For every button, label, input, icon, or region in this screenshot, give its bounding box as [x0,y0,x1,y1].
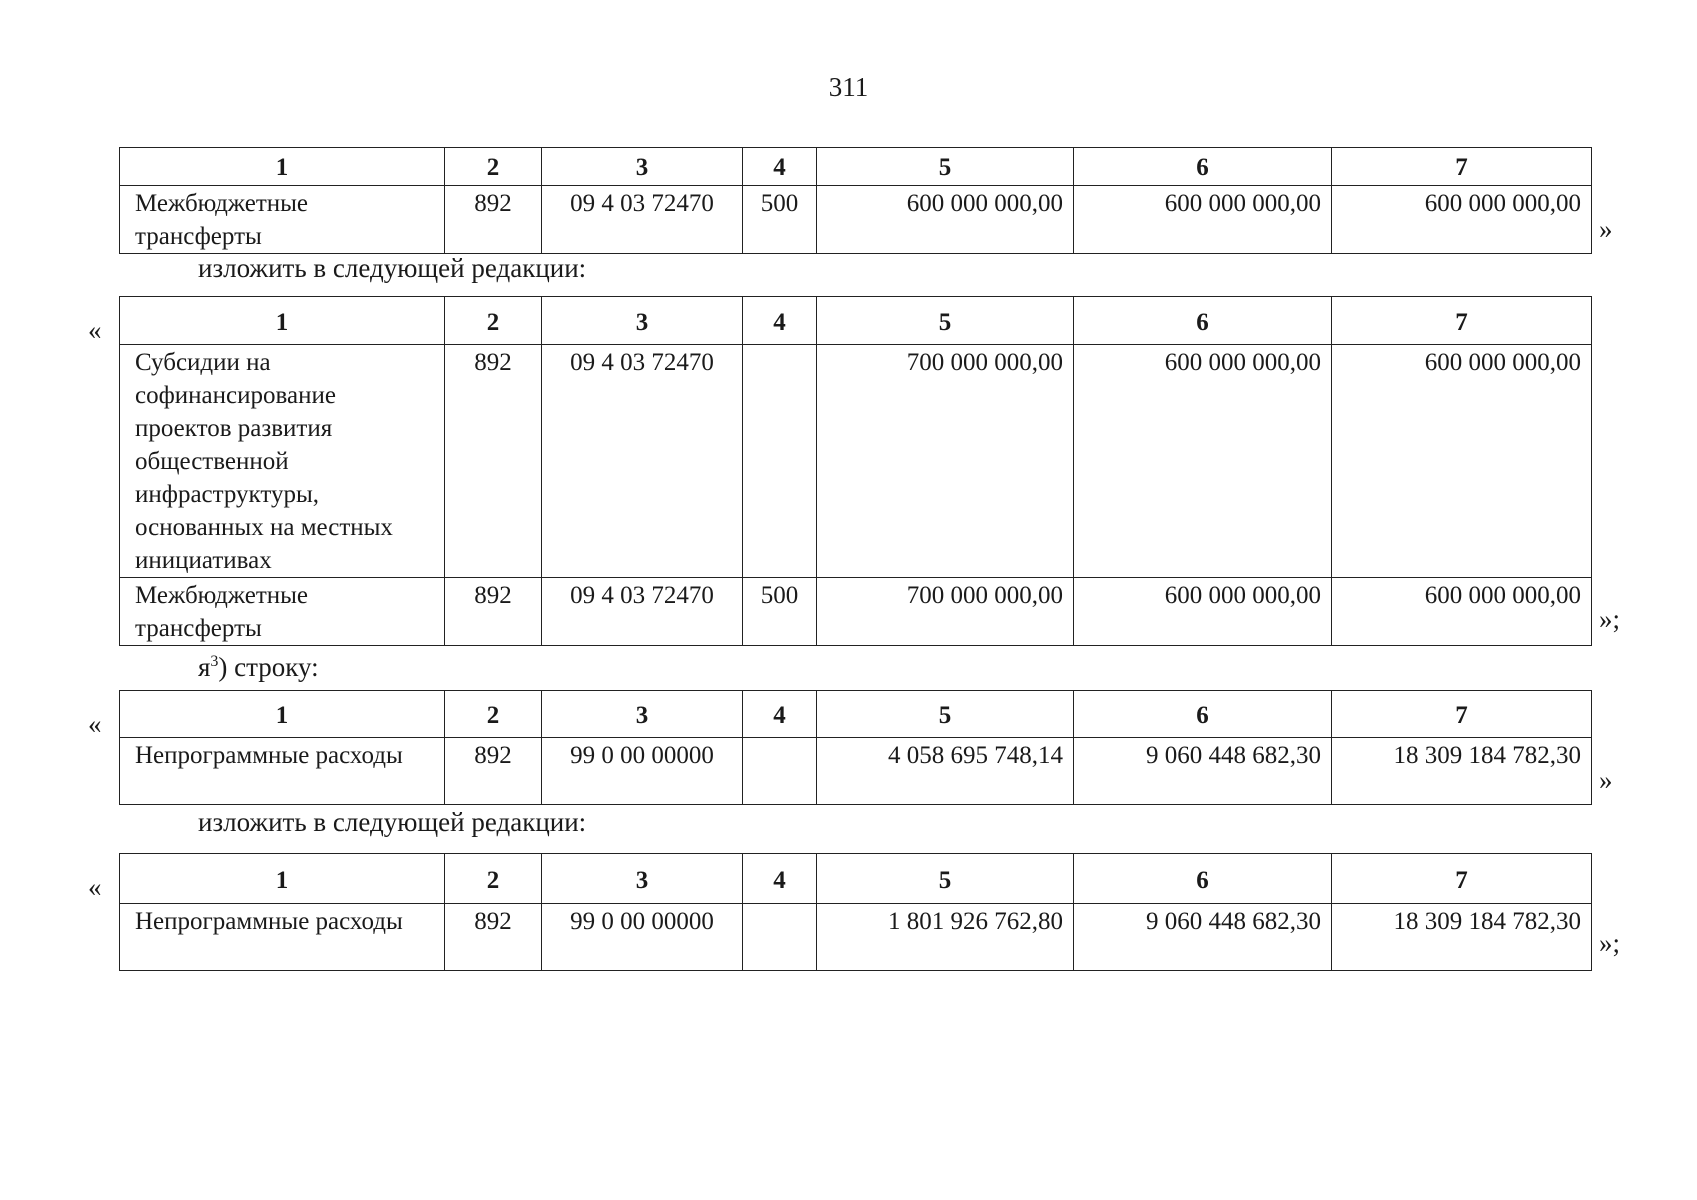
column-header: 7 [1332,148,1592,186]
page-number: 311 [828,72,869,102]
column-header: 5 [817,297,1074,345]
budget-table-3 [119,690,1592,805]
table-row [120,904,1592,971]
column-header: 3 [542,854,743,904]
cell-col3: 99 0 00 00000 [542,904,743,971]
row-name: Субсидии на софинансирование проектов развития общественной инфраструктуры, основанных на местных инициативах [120,345,445,578]
column-header: 4 [743,297,817,345]
cell-col5: 4 058 695 748,14 [817,738,1074,805]
item-prefix: я [198,652,211,682]
table-header-row [120,691,1592,738]
table-header-row [120,297,1592,345]
budget-table-4 [119,853,1592,971]
column-header: 1 [120,148,445,186]
cell-col7: 600 000 000,00 [1332,186,1592,254]
column-header: 1 [120,854,445,904]
row-name: Межбюджетные трансферты [120,186,445,254]
closing-quote: »; [1599,928,1621,958]
column-header: 3 [542,691,743,738]
cell-col3: 09 4 03 72470 [542,186,743,254]
closing-quote: » [1599,214,1613,244]
column-header: 6 [1074,691,1332,738]
cell-col5: 700 000 000,00 [817,578,1074,646]
column-header: 7 [1332,297,1592,345]
column-header: 5 [817,691,1074,738]
column-header: 4 [743,691,817,738]
table-header-row [120,148,1592,186]
closing-quote: »; [1599,604,1621,634]
column-header: 7 [1332,691,1592,738]
column-header: 7 [1332,854,1592,904]
column-header: 4 [743,854,817,904]
column-header: 6 [1074,148,1332,186]
row-name: Межбюджетные трансферты [120,578,445,646]
opening-quote: « [88,315,102,345]
column-header: 6 [1074,297,1332,345]
instruction-text [198,647,319,682]
cell-col6: 600 000 000,00 [1074,578,1332,646]
column-header: 2 [445,148,542,186]
column-header: 1 [120,297,445,345]
budget-table-1 [119,147,1592,254]
cell-col7: 18 309 184 782,30 [1332,738,1592,805]
column-header: 1 [120,691,445,738]
cell-col6: 9 060 448 682,30 [1074,738,1332,805]
item-superscript: 3 [210,653,219,670]
cell-col3: 99 0 00 00000 [542,738,743,805]
cell-col7: 600 000 000,00 [1332,345,1592,578]
column-header: 2 [445,297,542,345]
column-header: 5 [817,148,1074,186]
table-row [120,738,1592,805]
budget-table-2 [119,296,1592,646]
column-header: 3 [542,148,743,186]
cell-col5: 1 801 926 762,80 [817,904,1074,971]
closing-quote: » [1599,765,1613,795]
cell-col5: 700 000 000,00 [817,345,1074,578]
row-name: Непрограммные расходы [120,738,445,805]
opening-quote: « [88,872,102,902]
instruction-text: изложить в следующей редакции: [198,253,587,283]
cell-col2: 892 [445,578,542,646]
cell-col6: 600 000 000,00 [1074,186,1332,254]
cell-col4 [743,904,817,971]
cell-col6: 9 060 448 682,30 [1074,904,1332,971]
column-header: 2 [445,854,542,904]
item-suffix: ) строку: [218,652,319,682]
cell-col2: 892 [445,738,542,805]
column-header: 5 [817,854,1074,904]
row-name: Непрограммные расходы [120,904,445,971]
cell-col2: 892 [445,186,542,254]
cell-col2: 892 [445,345,542,578]
cell-col6: 600 000 000,00 [1074,345,1332,578]
cell-col4: 500 [743,578,817,646]
column-header: 4 [743,148,817,186]
cell-col4 [743,345,817,578]
cell-col3: 09 4 03 72470 [542,578,743,646]
table-row [120,578,1592,646]
table-row [120,186,1592,254]
cell-col5: 600 000 000,00 [817,186,1074,254]
cell-col2: 892 [445,904,542,971]
instruction-text: изложить в следующей редакции: [198,807,587,837]
column-header: 2 [445,691,542,738]
table-header-row [120,854,1592,904]
opening-quote: « [88,709,102,739]
column-header: 6 [1074,854,1332,904]
column-header: 3 [542,297,743,345]
table-row [120,345,1592,578]
cell-col3: 09 4 03 72470 [542,345,743,578]
cell-col4: 500 [743,186,817,254]
cell-col7: 600 000 000,00 [1332,578,1592,646]
cell-col7: 18 309 184 782,30 [1332,904,1592,971]
cell-col4 [743,738,817,805]
